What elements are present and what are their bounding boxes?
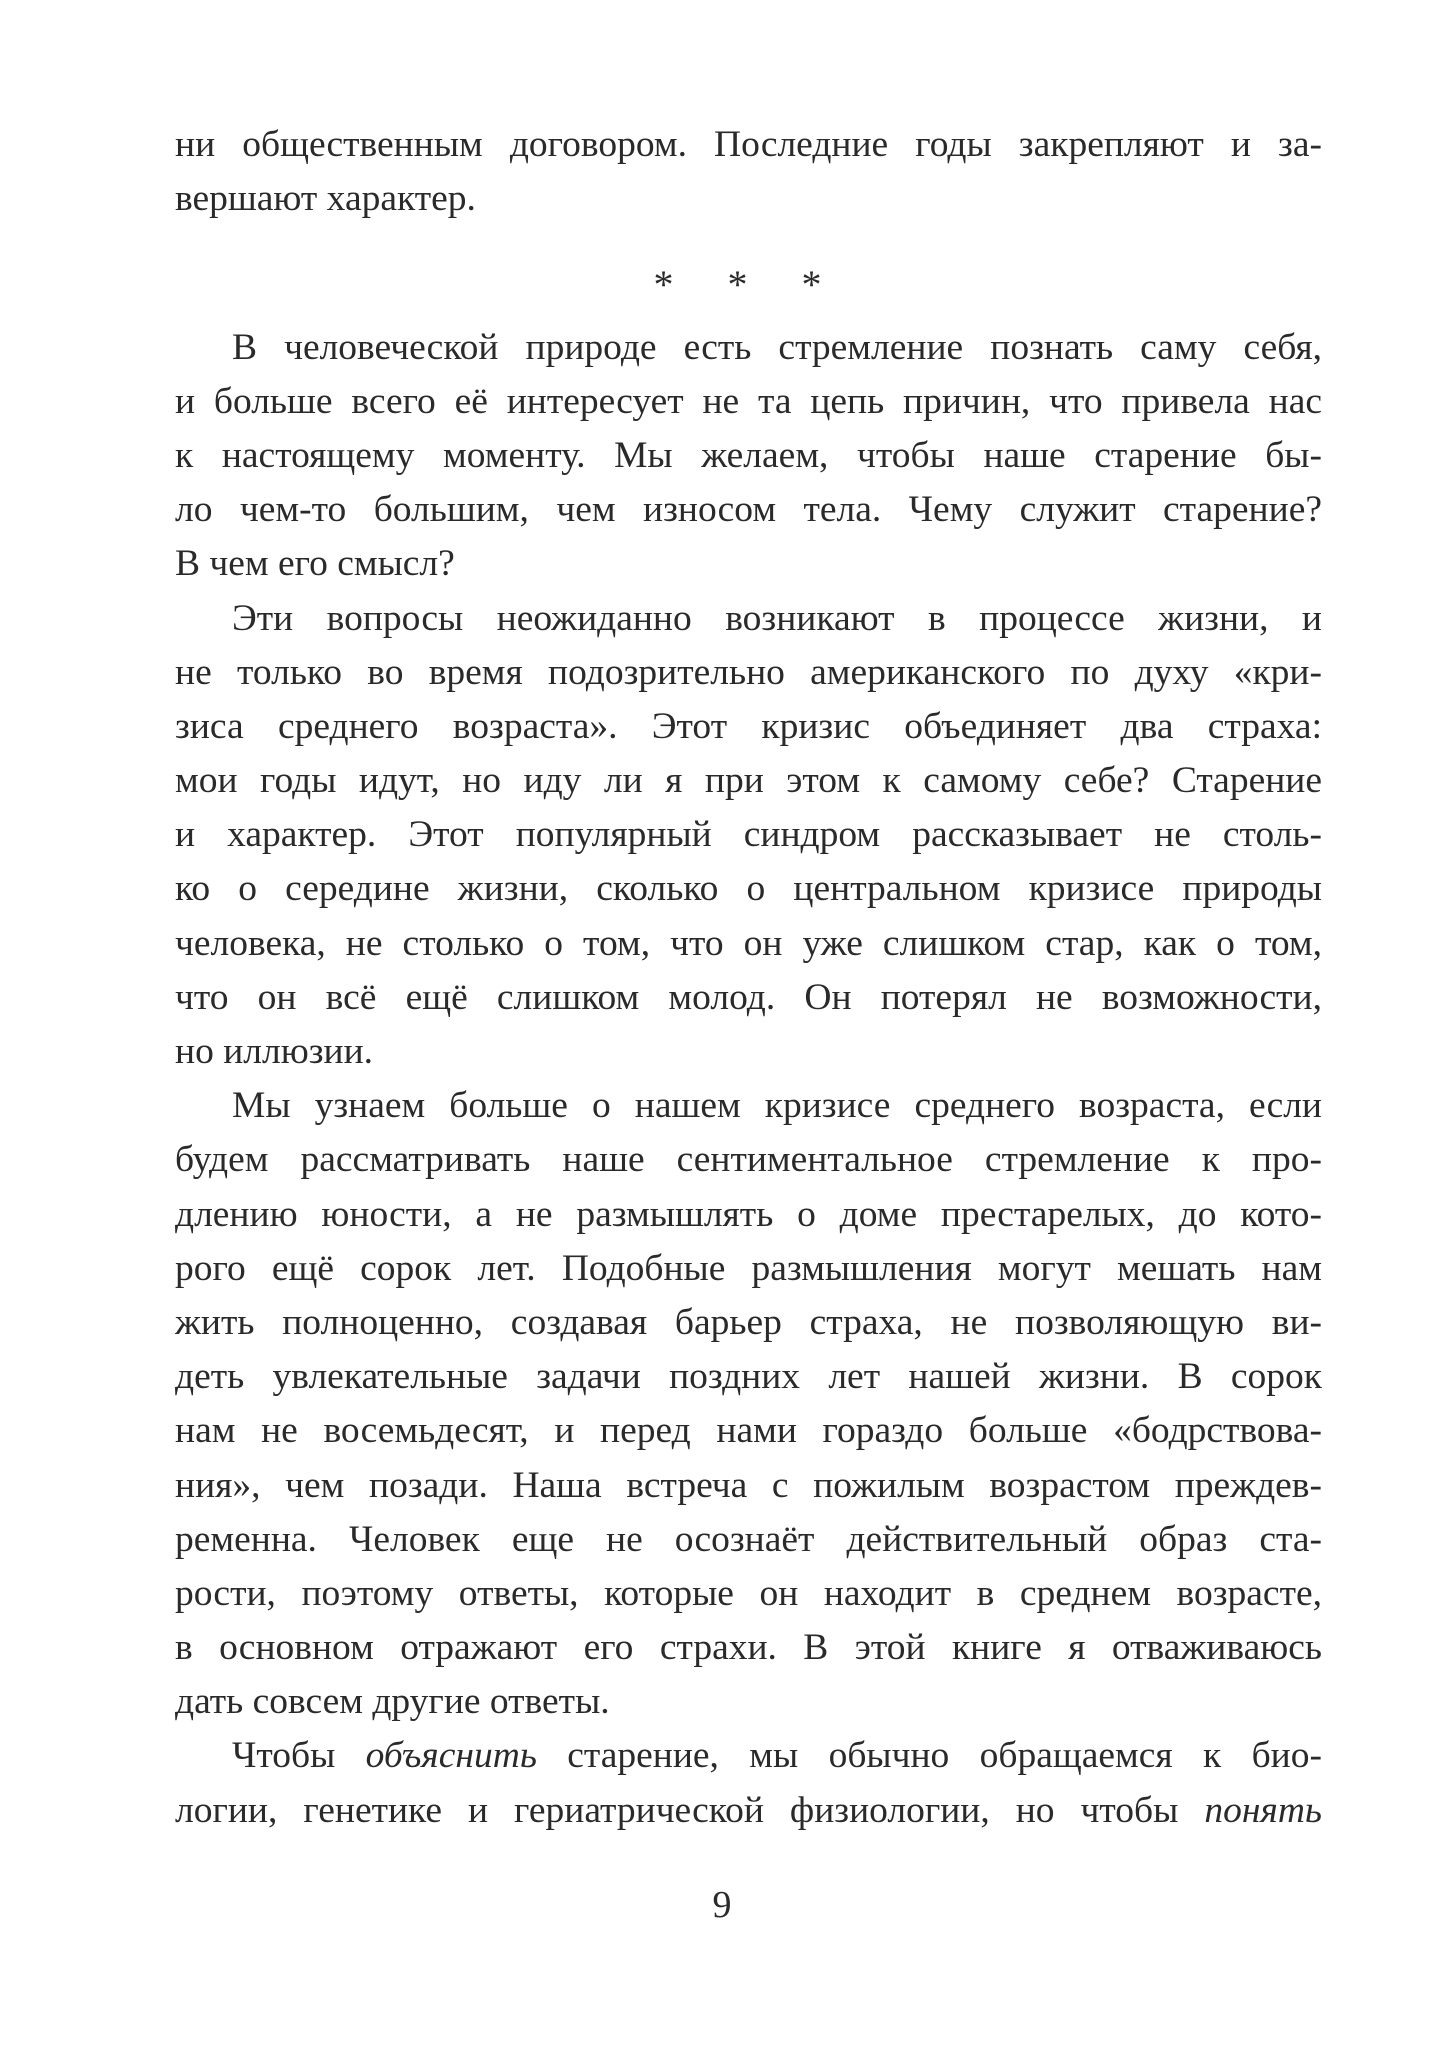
text-line: ни общественным договором. Последние годы закрепляют и за- [175,124,1322,165]
text-line: Эти вопросы неожиданно возникают в процессе жизни, и [232,597,1322,639]
text-line: мои годы идут, но иду ли я при этом к самому себе? Старение [175,760,1322,802]
text-line: будем рассматривать наше сентиментальное стремление к про- [175,1139,1322,1181]
text-line: ло чем-то большим, чем износом тела. Чему служит старение? [175,489,1322,531]
text-run: логии, генетике и гериатрической физиологии, но чтобы [175,1789,1205,1831]
page-number: 9 [712,1884,732,1926]
emphasis: объяснить [365,1735,537,1777]
text-line: В чем его смысл? [175,543,455,585]
text-line: ко о середине жизни, сколько о центральном кризисе природы [175,868,1322,910]
text-line: и характер. Этот популярный синдром рассказывает не столь- [175,814,1322,856]
text-line [175,1784,1322,1838]
text-line: рого ещё сорок лет. Подобные размышления могут мешать нам [175,1247,1322,1289]
text-line: дать совсем другие ответы. [175,1681,610,1723]
text-line: рости, поэтому ответы, которые он находит в среднем возрасте, [175,1572,1322,1614]
text-line: и больше всего её интересует не та цепь причин, что привела нас [175,380,1322,422]
text-line: деть увлекательные задачи поздних лет нашей жизни. В сорок [175,1356,1322,1398]
text-line: что он всё ещё слишком молод. Он потерял не возможности, [175,976,1322,1018]
text-line: ременна. Человек еще не осознаёт действительный образ ста- [175,1518,1322,1560]
text-run: старение, мы обычно обращаемся к био- [536,1735,1322,1777]
text-line: не только во время подозрительно американского по духу «кри- [175,651,1322,693]
text-line: Мы узнаем больше о нашем кризисе среднего возраста, если [232,1085,1322,1127]
text-line: длению юности, а не размышлять о доме престарелых, до кото- [175,1193,1322,1235]
section-separator: * * * [653,262,844,307]
text-run: Чтобы [232,1735,366,1777]
text-line [175,1729,1322,1783]
text-line: к настоящему моменту. Мы желаем, чтобы наше старение бы- [175,434,1322,476]
text-line: В человеческой природе есть стремление познать саму себя, [232,326,1322,368]
text-line: но иллюзии. [175,1031,374,1072]
body-text [175,118,1322,1838]
text-line: жить полноценно, создавая барьер страха, не позволяющую ви- [175,1301,1322,1343]
emphasis: понять [1204,1789,1322,1831]
text-line: зиса среднего возраста». Этот кризис объединяет два страха: [175,705,1322,747]
text-line: в основном отражают его страхи. В этой книге я отваживаюсь [175,1627,1322,1669]
text-line: вершают характер. [175,178,476,220]
text-line: ния», чем позади. Наша встреча с пожилым возрастом преждев- [175,1464,1322,1506]
text-line: человека, не столько о том, что он уже слишком стар, как о том, [175,922,1322,964]
text-line: нам не восемьдесят, и перед нами гораздо больше «бодрствова- [175,1410,1322,1452]
